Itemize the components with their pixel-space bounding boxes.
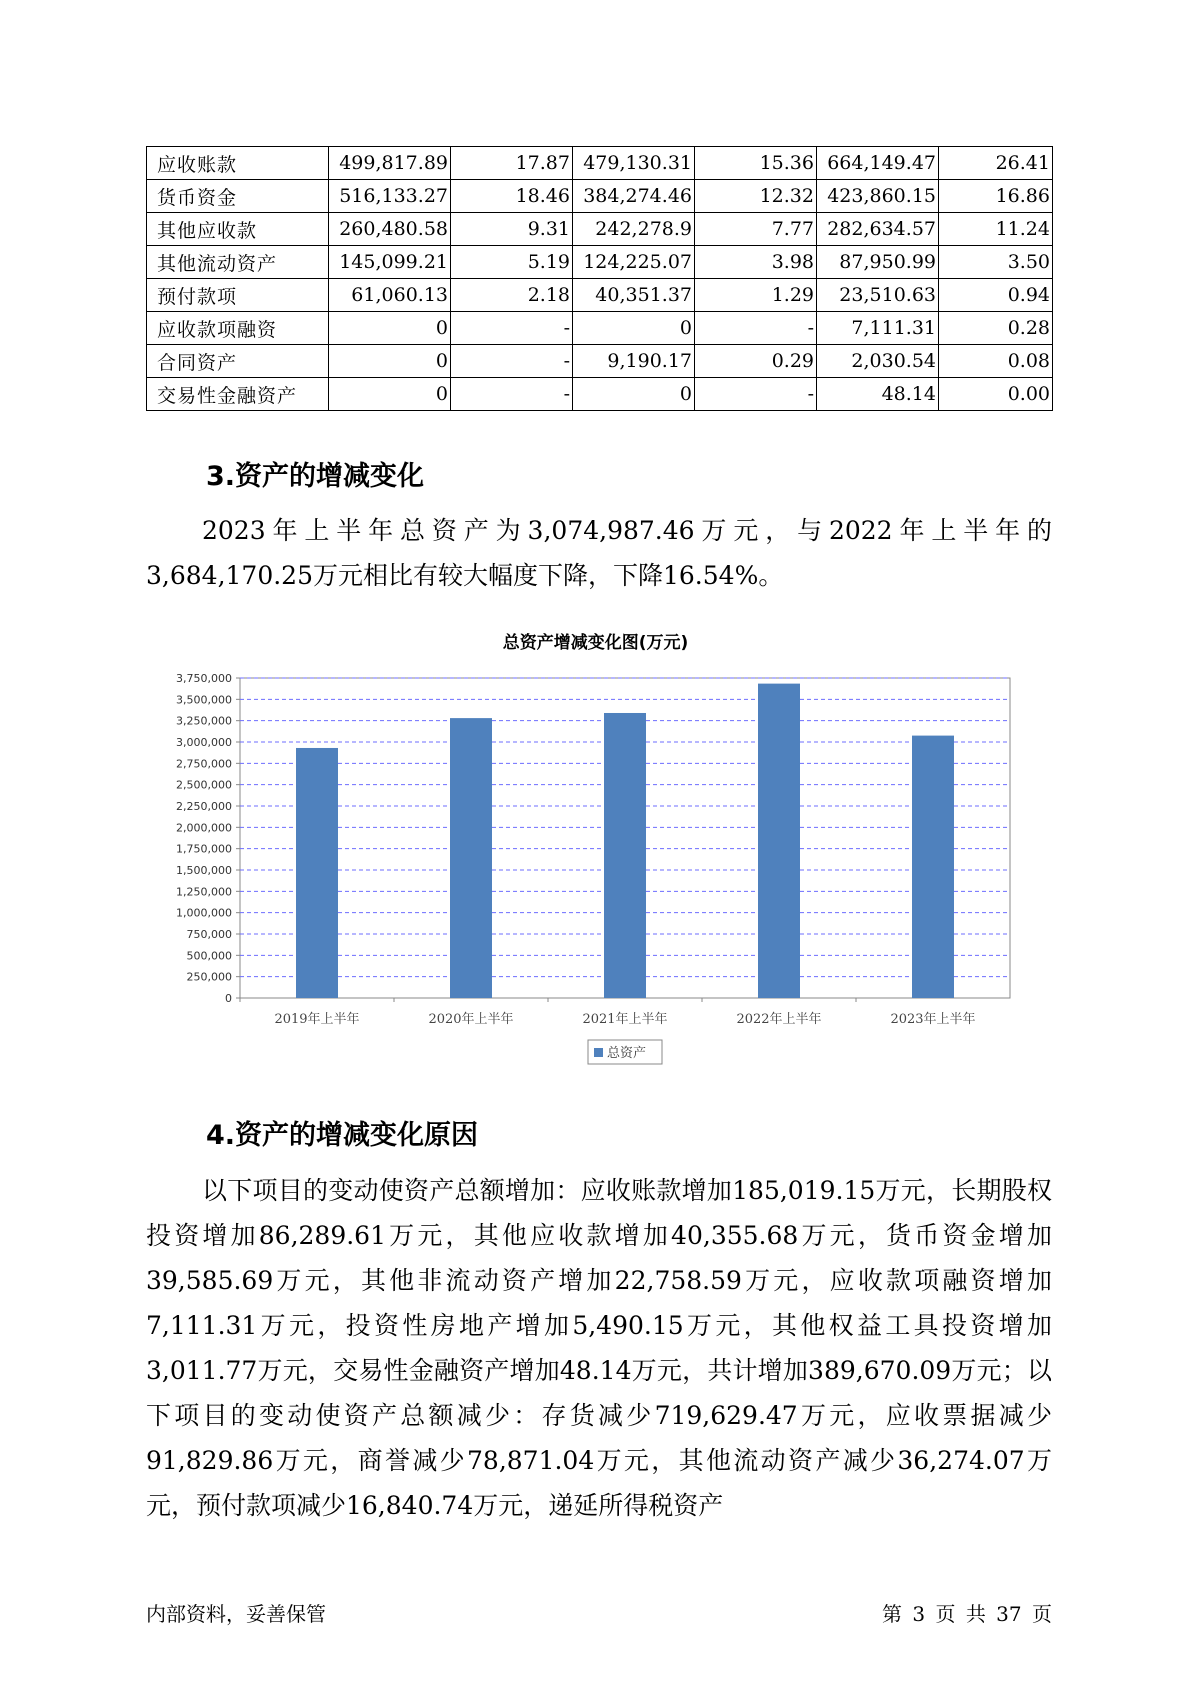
table-row bbox=[147, 180, 1053, 213]
y-tick-label: 2,500,000 bbox=[176, 778, 232, 792]
row-label-cell: 应收账款 bbox=[147, 147, 329, 180]
y-tick-label: 750,000 bbox=[186, 928, 232, 941]
table-row bbox=[147, 147, 1053, 180]
value-cell: 2,030.54 bbox=[817, 345, 939, 378]
value-cell: 499,817.89 bbox=[329, 147, 451, 180]
value-cell: - bbox=[695, 378, 817, 411]
value-cell: - bbox=[451, 345, 573, 378]
value-cell: 0 bbox=[329, 312, 451, 345]
value-cell: 5.19 bbox=[451, 246, 573, 279]
value-cell: 664,149.47 bbox=[817, 147, 939, 180]
value-cell: 479,130.31 bbox=[573, 147, 695, 180]
x-tick-label: 2021年上半年 bbox=[582, 1012, 668, 1027]
asset-table-container bbox=[146, 146, 1052, 411]
table-row bbox=[147, 279, 1053, 312]
value-cell: 0.00 bbox=[939, 378, 1053, 411]
value-cell: 0 bbox=[573, 312, 695, 345]
value-cell: 0.08 bbox=[939, 345, 1053, 378]
value-cell: 0 bbox=[329, 378, 451, 411]
bar bbox=[296, 748, 338, 998]
section-3-paragraph: 2023年上半年总资产为3,074,987.46万元，与2022年上半年的3,684,170.25万元相比有较大幅度下降，下降16.54%。 bbox=[146, 516, 1052, 590]
row-label-cell: 其他流动资产 bbox=[147, 246, 329, 279]
y-tick-label: 2,000,000 bbox=[176, 821, 232, 835]
total-assets-bar-chart bbox=[150, 660, 1020, 1080]
value-cell: 16.86 bbox=[939, 180, 1053, 213]
y-tick-label: 1,500,000 bbox=[176, 864, 232, 877]
value-cell: 0.28 bbox=[939, 312, 1053, 345]
y-tick-label: 3,000,000 bbox=[176, 736, 232, 749]
value-cell: 18.46 bbox=[451, 180, 573, 213]
value-cell: 9,190.17 bbox=[573, 345, 695, 378]
table-row bbox=[147, 213, 1053, 246]
bar bbox=[912, 736, 954, 998]
footer-page-number: 第 3 页 共 37 页 bbox=[882, 1602, 1052, 1626]
y-tick-label: 2,250,000 bbox=[176, 800, 232, 813]
value-cell: 3.98 bbox=[695, 246, 817, 279]
value-cell: - bbox=[695, 312, 817, 345]
value-cell: 48.14 bbox=[817, 378, 939, 411]
value-cell: 282,634.57 bbox=[817, 213, 939, 246]
value-cell: 87,950.99 bbox=[817, 246, 939, 279]
value-cell: 0.94 bbox=[939, 279, 1053, 312]
value-cell: 124,225.07 bbox=[573, 246, 695, 279]
value-cell: 61,060.13 bbox=[329, 279, 451, 312]
value-cell: - bbox=[451, 378, 573, 411]
value-cell: 1.29 bbox=[695, 279, 817, 312]
value-cell: 145,099.21 bbox=[329, 246, 451, 279]
value-cell: 384,274.46 bbox=[573, 180, 695, 213]
y-tick-label: 1,250,000 bbox=[176, 885, 232, 899]
table-row bbox=[147, 345, 1053, 378]
value-cell: 0 bbox=[573, 378, 695, 411]
value-cell: 242,278.9 bbox=[573, 213, 695, 246]
y-tick-label: 0 bbox=[225, 992, 232, 1005]
value-cell: 7.77 bbox=[695, 213, 817, 246]
value-cell: 26.41 bbox=[939, 147, 1053, 180]
row-label-cell: 交易性金融资产 bbox=[147, 378, 329, 411]
value-cell: 23,510.63 bbox=[817, 279, 939, 312]
footer-confidential-note: 内部资料，妥善保管 bbox=[146, 1602, 326, 1626]
y-tick-label: 1,750,000 bbox=[176, 842, 232, 856]
value-cell: 15.36 bbox=[695, 147, 817, 180]
legend-swatch bbox=[594, 1048, 603, 1057]
y-tick-label: 3,500,000 bbox=[176, 693, 232, 707]
value-cell: 11.24 bbox=[939, 213, 1053, 246]
legend-label: 总资产 bbox=[607, 1046, 647, 1061]
section-3-heading: 3.资产的增减变化 bbox=[206, 461, 425, 492]
value-cell: 516,133.27 bbox=[329, 180, 451, 213]
value-cell: 9.31 bbox=[451, 213, 573, 246]
y-tick-label: 3,750,000 bbox=[176, 672, 232, 685]
section-4-paragraph: 以下项目的变动使资产总额增加：应收账款增加185,019.15万元，长期股权投资增加86,289.61万元，其他应收款增加40,355.68万元，货币资金增加39,585.69万元，其他非流动资产增加22,758.59万元，应收款项融资增加7,111.31万元，投资性房地产增加5,490.15万元，其他权益工具投资增加3,011.77万元，交易性金融资产增加48.14万元，共计增加389,670.09万元；以下项目的变动使资产总额减少：存货减少719,629.47万元，应收票据减少91,829.86万元，商誉减少78,871.04万元，其他流动资产减少36,274.07万元，预付款项减少16,840.74万元，递延所得税资产 bbox=[146, 1176, 1052, 1520]
value-cell: 3.50 bbox=[939, 246, 1053, 279]
x-tick-label: 2019年上半年 bbox=[274, 1012, 360, 1027]
value-cell: 423,860.15 bbox=[817, 180, 939, 213]
bar bbox=[450, 718, 492, 998]
row-label-cell: 应收款项融资 bbox=[147, 312, 329, 345]
x-tick-label: 2022年上半年 bbox=[736, 1012, 822, 1027]
asset-table bbox=[146, 146, 1053, 411]
table-row bbox=[147, 378, 1053, 411]
y-tick-label: 500,000 bbox=[186, 949, 232, 963]
value-cell: 0.29 bbox=[695, 345, 817, 378]
row-label-cell: 其他应收款 bbox=[147, 213, 329, 246]
bar bbox=[758, 684, 800, 998]
y-tick-label: 250,000 bbox=[186, 970, 232, 984]
y-tick-label: 1,000,000 bbox=[176, 906, 232, 920]
x-tick-label: 2023年上半年 bbox=[890, 1012, 976, 1027]
chart-title: 总资产增减变化图(万元) bbox=[502, 633, 689, 653]
y-tick-label: 3,250,000 bbox=[176, 714, 232, 728]
row-label-cell: 货币资金 bbox=[147, 180, 329, 213]
bar bbox=[604, 713, 646, 998]
value-cell: 260,480.58 bbox=[329, 213, 451, 246]
value-cell: - bbox=[451, 312, 573, 345]
value-cell: 40,351.37 bbox=[573, 279, 695, 312]
value-cell: 12.32 bbox=[695, 180, 817, 213]
value-cell: 17.87 bbox=[451, 147, 573, 180]
x-tick-label: 2020年上半年 bbox=[428, 1012, 514, 1027]
row-label-cell: 合同资产 bbox=[147, 345, 329, 378]
section-4-heading: 4.资产的增减变化原因 bbox=[206, 1120, 479, 1151]
value-cell: 0 bbox=[329, 345, 451, 378]
table-row bbox=[147, 246, 1053, 279]
y-tick-label: 2,750,000 bbox=[176, 757, 232, 771]
table-row bbox=[147, 312, 1053, 345]
asset-table-body bbox=[147, 147, 1053, 411]
value-cell: 2.18 bbox=[451, 279, 573, 312]
value-cell: 7,111.31 bbox=[817, 312, 939, 345]
row-label-cell: 预付款项 bbox=[147, 279, 329, 312]
